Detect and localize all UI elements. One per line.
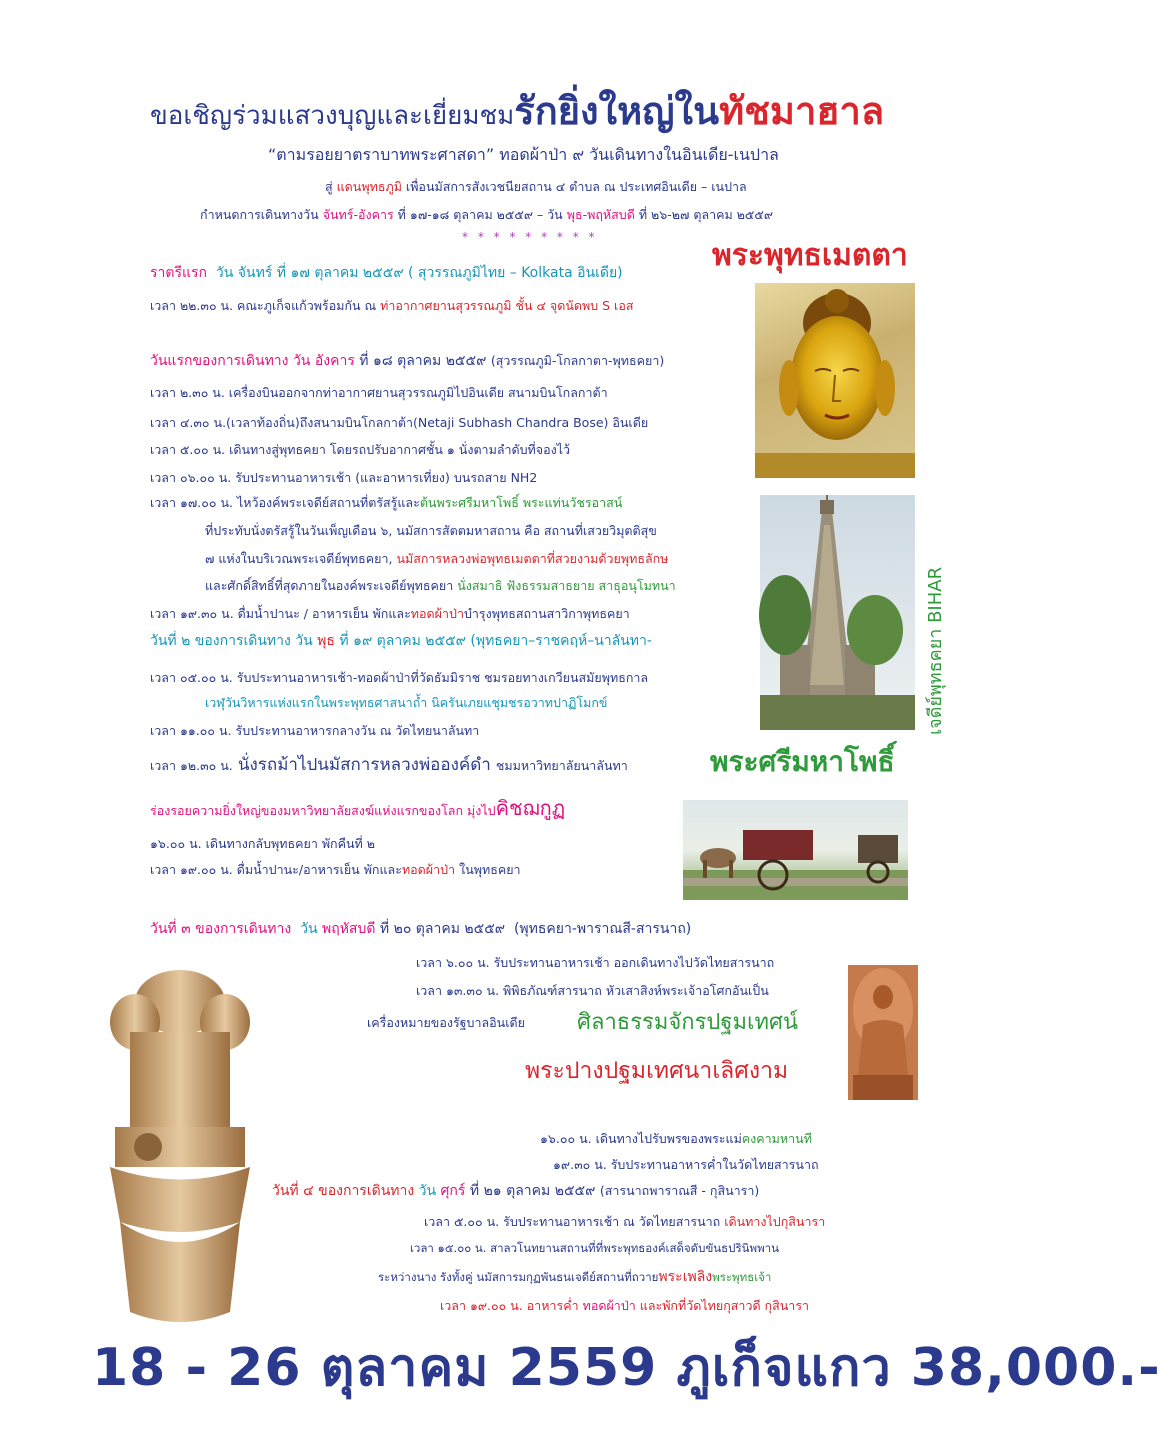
day3-row-5: ๑๙.๓๐ น. รับประทานอาหารค่ำในวัดไทยสารนาถ <box>553 1157 819 1172</box>
day3-h-b: วัน <box>300 921 318 937</box>
day2-r4-b: นั่งรถม้าไปนมัสการหลวงพ่อองค์ดำ <box>237 755 491 775</box>
day4-r3-c: พระพุทธเจ้า <box>712 1270 772 1284</box>
day1-row-3: เวลา ๕.๐๐ น. เดินทางสู่พุทธคยา โดยรถปรับอากาศชั้น ๑ นั่งตามลำดับที่จองไว้ <box>150 442 571 457</box>
day2-row-1: เวลา ๐๕.๐๐ น. รับประทานอาหารเช้า-ทอดผ้าป่าที่วัดธัมมิราช ชมรอยทางเกวียนสมัยพุทธกาล <box>150 670 649 685</box>
horse-cart-image <box>683 800 908 900</box>
day4-r1-a: เวลา ๕.๐๐ น. รับประทานอาหารเช้า ณ วัดไทยสารนาถ <box>424 1214 721 1229</box>
title-tajmahal: ทัชมาฮาล <box>719 89 885 133</box>
day1-r8-b: นั่งสมาธิ ฟังธรรมสาธยาย สาธุอนุโมทนา <box>457 578 676 593</box>
day1-h-c: ที่ ๑๘ ตุลาคม ๒๕๕๙ <box>359 353 487 369</box>
label-buddha-metta: พระพุทธเมตตา <box>712 238 908 273</box>
mahabodhi-temple-image <box>760 495 915 730</box>
day4-h-b: วัน <box>418 1183 437 1199</box>
ashoka-lion-capital-image <box>100 962 260 1332</box>
title-love: รักยิ่งใหญ่ใน <box>514 89 720 133</box>
day2-r7-b: ทอดผ้าป่า <box>401 862 456 877</box>
day4-r4-a: เวลา ๑๙.๐๐ น. อาหารค่ำ <box>440 1298 579 1313</box>
day1-r9-b: ทอดผ้าป่า <box>410 606 464 621</box>
day4-heading <box>272 1180 759 1202</box>
day1-row-6: ที่ประทับนั่งตรัสรู้ในวันเพ็ญเดือน ๖, นมัสการสัตตมหาสถาน คือ สถานที่เสวยวิมุตติสุข <box>205 523 657 538</box>
day3-row-1: เวลา ๖.๐๐ น. รับประทานอาหารเช้า ออกเดินทางไปวัดไทยสารนาถ <box>416 955 775 970</box>
day1-h-b: อังคาร <box>314 353 355 369</box>
line3-b: แดนพุทธภูมิ <box>336 179 402 194</box>
day2-heading <box>150 630 652 652</box>
day2-r5-a: ร่องรอยความยิ่งใหญ่ของมหาวิทยาลัยสงฆ์แห่งแรกของโลก มุ่งไป <box>150 803 496 818</box>
label-bihar-vertical <box>920 567 949 735</box>
day3-row-3: เครื่องหมายของรัฐบาลอินเดีย <box>367 1015 525 1030</box>
day4-r3-a: ระหว่างนาง รังทั้งคู่ นมัสการมกุฏพันธนเจดีย์สถานที่ถวาย <box>378 1270 659 1284</box>
day4-h-c: ศุกร์ <box>440 1183 466 1199</box>
day1-row-8 <box>205 576 676 596</box>
day1-row-4: เวลา ๐๖.๐๐ น. รับประทานอาหารเช้า (และอาหารเที่ยง) บนรถสาย NH2 <box>150 470 538 485</box>
label-sila-dhamma: ศิลาธรรมจักรปฐมเทศน์ <box>577 1010 799 1035</box>
day4-row-3 <box>378 1266 771 1288</box>
day1-h-d: (สุวรรณภูมิ-โกลกาตา-พุทธคยา) <box>490 353 665 368</box>
subtitle-trip: ทอดผ้าป่า ๙ วันเดินทางในอินเดีย-เนปาล <box>499 145 779 164</box>
day2-row-5 <box>150 792 565 824</box>
day4-row-1 <box>424 1212 825 1232</box>
day2-r4-a: เวลา ๑๒.๓๐ น. <box>150 758 233 773</box>
day2-r5-b: คิชฌกูฏ <box>495 796 566 820</box>
label-pang-pathom: พระปางปฐมเทศนาเลิศงาม <box>525 1058 789 1084</box>
day1-heading <box>150 350 664 372</box>
day2-h-b: พุธ <box>317 633 335 649</box>
day4-row-4 <box>440 1296 809 1316</box>
day3-row-4 <box>540 1129 812 1149</box>
day4-row-2: เวลา ๑๕.๐๐ น. สาลวโนทยานสถานที่ที่พระพุทธองค์เสด็จดับขันธปรินิพพาน <box>410 1241 780 1255</box>
line4-d: พุธ-พฤหัสบดี <box>566 207 635 222</box>
day2-h-c: ที่ ๑๙ ตุลาคม ๒๕๕๙ (พุทธคยา–ราชคฤห์–นาลันทา- <box>339 633 652 649</box>
night0-h-a: ราตรีแรก <box>150 265 208 281</box>
day3-r4-a: ๑๖.๐๐ น. เดินทางไปรับพรของพระแม่ <box>540 1131 742 1146</box>
line4-a: กำหนดการเดินทางวัน <box>200 207 319 222</box>
buddha-head-image <box>755 283 915 478</box>
subtitle-line-2 <box>325 177 747 197</box>
night0-row-1 <box>150 296 633 316</box>
star-divider: * * * * * * * * * <box>462 230 598 244</box>
label-sri-maha-bodhi: พระศรีมหาโพธิ์ <box>710 745 895 778</box>
day2-r7-a: เวลา ๑๙.๐๐ น. ดื่มน้ำปานะ/อาหารเย็น พักและ <box>150 862 402 877</box>
day1-row-9 <box>150 604 630 624</box>
line4-c: ที่ ๑๗-๑๘ ตุลาคม ๒๕๕๙ – วัน <box>397 207 563 222</box>
day4-r4-c: และพักที่วัดไทยกุสาวดี กุสินารา <box>639 1298 810 1313</box>
line3-c: เพื่อนมัสการสังเวชนียสถาน ๔ ตำบล ณ ประเทศอินเดีย – เนปาล <box>405 179 747 194</box>
day2-row-4 <box>150 751 628 778</box>
day4-r3-b: พระเพลิง <box>658 1269 713 1285</box>
day3-h-c: พฤหัสบดี <box>321 921 376 937</box>
line4-e: ที่ ๒๖-๒๗ ตุลาคม ๒๕๕๙ <box>638 207 774 222</box>
day1-row-2: เวลา ๔.๓๐ น.(เวลาท้องถิ่น)ถึงสนามบินโกลกาต้า(Netaji Subhash Chandra Bose) อินเดีย <box>150 415 649 430</box>
night0-heading <box>150 262 623 284</box>
day1-r8-a: และศักดิ์สิทธิ์ที่สุดภายในองค์พระเจดีย์พุทธคยา <box>205 578 454 593</box>
schedule-line <box>200 205 773 225</box>
day4-h-e: (สารนาถพาราณสี - กุสินารา) <box>599 1183 760 1198</box>
day4-h-d: ที่ ๒๑ ตุลาคม ๒๕๕๙ <box>469 1183 596 1199</box>
subtitle-line <box>268 143 779 168</box>
day2-row-2: เวฬุวันวิหารแห่งแรกในพระพุทธศาสนาถ้ำ นิครันเภยแชุมชรอวาทปาฏิโมกข์ <box>205 695 608 710</box>
day1-r9-a: เวลา ๑๙.๓๐ น. ดื่มน้ำปานะ / อาหารเย็น พักและ <box>150 606 411 621</box>
day4-h-a: วันที่ ๔ ของการเดินทาง <box>272 1183 415 1199</box>
line3-a: สู่ <box>325 179 333 194</box>
title-invite: ขอเชิญร่วมแสวงบุญและเยี่ยมชม <box>150 101 515 131</box>
day1-r5-a: เวลา ๑๗.๐๐ น. ไหว้องค์พระเจดีย์สถานที่ตรัสรู้และ <box>150 495 420 510</box>
day1-row-7 <box>205 549 668 569</box>
day1-h-a: วันแรกของการเดินทาง วัน <box>150 353 311 369</box>
day1-r7-b: นมัสการหลวงพ่อพุทธเมตตาที่สวยงามด้วยพุทธลักษ <box>396 551 669 566</box>
day1-row-1: เวลา ๒.๓๐ น. เครื่องบินออกจากท่าอากาศยานสุวรรณภูมิไปอินเดีย สนามบินโกลกาต้า <box>150 385 608 400</box>
day2-row-3: เวลา ๑๑.๐๐ น. รับประทานอาหารกลางวัน ณ วัดไทยนาลันทา <box>150 723 480 738</box>
day3-h-d: ที่ ๒๐ ตุลาคม ๒๕๕๙ <box>379 921 506 937</box>
day3-row-2: เวลา ๑๓.๓๐ น. พิพิธภัณฑ์สารนาถ หัวเสาสิงห์พระเจ้าอโศกอันเป็น <box>416 983 769 998</box>
night0-t1-b: ท่าอากาศยานสุวรรณภูมิ ชั้น ๔ จุดนัดพบ S เอส <box>380 298 634 313</box>
day1-r5-b: ต้นพระศรีมหาโพธิ์ พระแท่นวัชรอาสน์ <box>419 495 623 510</box>
day3-h-a: วันที่ ๓ ของการเดินทาง <box>150 921 292 937</box>
night0-t1-a: เวลา ๒๒.๓๐ น. คณะภูเก็จแก้วพร้อมกัน ณ <box>150 298 377 313</box>
day2-r7-c: ในพุทธคยา <box>459 862 521 877</box>
label-bihar-text: เจดีย์พุทธคยา BIHAR <box>925 566 946 735</box>
day2-r4-c: ชมมหาวิทยาลัยนาลันทา <box>495 758 628 773</box>
day3-h-e: (พุทธคยา-พาราณสี-สารนาถ) <box>513 921 692 937</box>
sarnath-buddha-image <box>848 965 918 1100</box>
day1-row-5 <box>150 493 622 513</box>
day2-row-6: ๑๖.๐๐ น. เดินทางกลับพุทธคยา พักคืนที่ ๒ <box>150 836 375 851</box>
subtitle-quote: “ตามรอยยาตราบาทพระศาสดา” <box>268 145 495 164</box>
day1-r7-a: ๗ แห่งในบริเวณพระเจดีย์พุทธคยา, <box>205 551 393 566</box>
night0-h-b: วัน จันทร์ ที่ ๑๗ ตุลาคม ๒๕๕๙ ( สุวรรณภูมิไทย – Kolkata อินเดีย) <box>215 265 623 281</box>
line4-b: จันทร์-อังคาร <box>322 207 394 222</box>
day4-r4-b: ทอดผ้าป่า <box>582 1298 636 1313</box>
day2-h-a: วันที่ ๒ ของการเดินทาง วัน <box>150 633 313 649</box>
day3-r4-b: คงคามหานที <box>741 1131 812 1146</box>
day3-heading <box>150 918 691 940</box>
footer-price: 18 - 26 ตุลาคม 2559 ภูเก็จแกว 38,000.- <box>92 1338 1161 1398</box>
page-title <box>150 80 884 141</box>
day4-r1-b: เดินทางไปกุสินารา <box>724 1214 826 1229</box>
day2-row-7 <box>150 860 521 880</box>
day1-r9-c: บำรุงพุทธสถานสาวิกาพุทธคยา <box>463 606 630 621</box>
